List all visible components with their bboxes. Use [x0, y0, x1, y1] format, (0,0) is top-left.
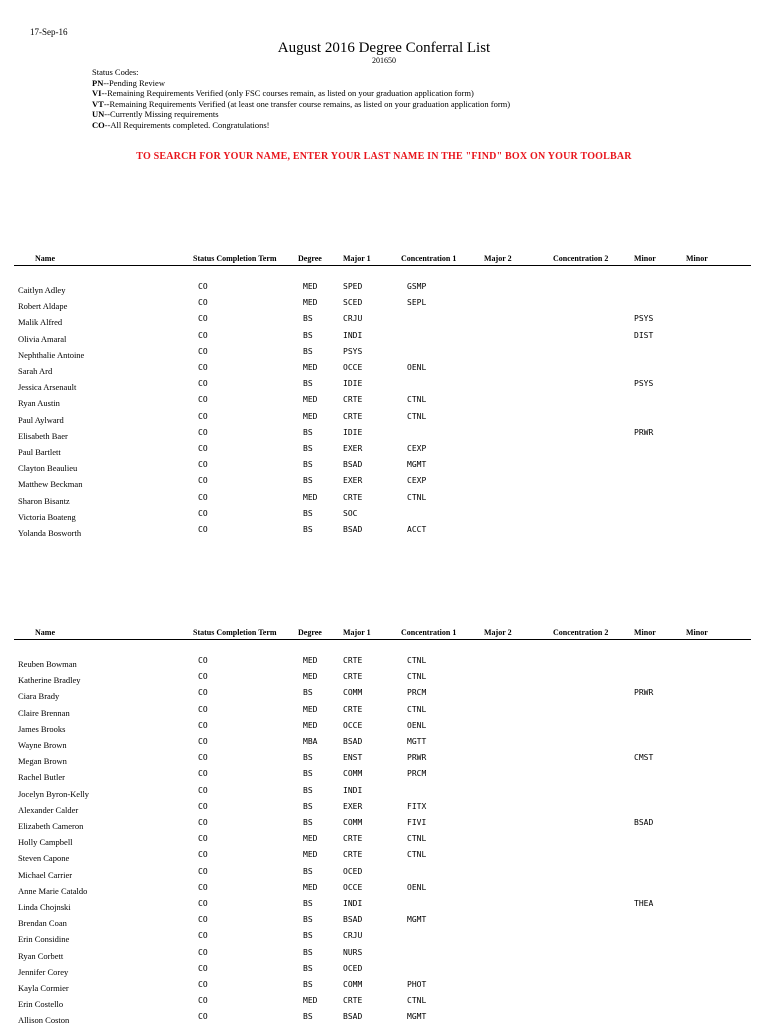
- table-row: [0, 996, 768, 1012]
- major1-cell: EXER: [343, 801, 363, 811]
- concentration1-cell: ACCT: [407, 525, 427, 534]
- concentration1-cell: CTNL: [407, 411, 427, 421]
- concentration1-cell: MGMT: [407, 915, 427, 925]
- minor1-cell: CMST: [634, 753, 654, 763]
- status-cell: CO: [198, 476, 208, 486]
- status-code: CO: [92, 119, 105, 130]
- table-row: [0, 395, 768, 411]
- table-row: [0, 737, 768, 753]
- degree-cell: BS: [303, 899, 313, 908]
- student-name: Yolanda Bosworth: [18, 528, 82, 538]
- concentration1-cell: CTNL: [407, 704, 427, 714]
- major1-cell: PSYS: [343, 346, 363, 356]
- degree-cell: BS: [303, 427, 313, 437]
- status-cell: CO: [198, 850, 208, 860]
- major1-cell: CRTE: [343, 850, 363, 860]
- minor1-cell: BSAD: [634, 818, 654, 827]
- status-code-description: --Remaining Requirements Verified (only FSC courses remain, as listed on your graduation application form): [101, 88, 474, 98]
- major1-cell: EXER: [343, 476, 363, 486]
- status-cell: CO: [198, 508, 208, 518]
- major1-cell: ENST: [343, 753, 363, 763]
- major1-cell: OCCE: [343, 363, 363, 372]
- major1-cell: INDI: [343, 899, 363, 908]
- major1-cell: COMM: [343, 980, 363, 989]
- status-cell: CO: [198, 963, 208, 973]
- column-header-major1: Major 1: [343, 628, 371, 637]
- status-cell: CO: [198, 882, 208, 892]
- degree-cell: BS: [303, 947, 313, 957]
- status-cell: CO: [198, 492, 208, 502]
- status-cell: CO: [198, 980, 208, 989]
- concentration1-cell: PRCM: [407, 769, 427, 779]
- student-name: Olivia Amaral: [18, 333, 67, 344]
- status-code: PN: [92, 77, 104, 88]
- table-row: [0, 656, 768, 672]
- concentration1-cell: OENL: [407, 720, 427, 730]
- degree-cell: BS: [303, 931, 313, 941]
- table-row: [0, 428, 768, 444]
- major1-cell: CRTE: [343, 996, 363, 1006]
- column-header-major1: Major 1: [343, 254, 371, 263]
- status-cell: CO: [198, 931, 208, 941]
- major1-cell: INDI: [343, 785, 363, 795]
- major1-cell: SCED: [343, 298, 363, 308]
- table-row: [0, 899, 768, 915]
- table-row: [0, 379, 768, 395]
- table-row: [0, 721, 768, 737]
- student-name: Alexander Calder: [18, 804, 79, 815]
- status-cell: CO: [198, 1012, 208, 1022]
- status-cell: CO: [198, 314, 208, 324]
- minor1-cell: PRWR: [634, 427, 654, 437]
- major1-cell: BSAD: [343, 915, 363, 925]
- major1-cell: INDI: [343, 330, 363, 340]
- status-cell: CO: [198, 282, 208, 291]
- student-name: Elisabeth Baer: [18, 430, 68, 441]
- concentration1-cell: SEPL: [407, 298, 427, 308]
- status-cell: CO: [198, 444, 208, 453]
- degree-cell: MBA: [303, 737, 318, 746]
- concentration1-cell: CTNL: [407, 850, 427, 860]
- student-name: Ryan Corbett: [18, 950, 64, 961]
- table-row: [0, 883, 768, 899]
- student-name: Anne Marie Cataldo: [18, 885, 88, 896]
- minor1-cell: PSYS: [634, 379, 654, 389]
- table-row: [0, 493, 768, 509]
- student-name: Sharon Bisantz: [18, 495, 70, 506]
- major1-cell: OCED: [343, 866, 363, 876]
- student-name: Malik Alfred: [18, 317, 63, 328]
- table-row: [0, 525, 768, 541]
- status-code-item: [92, 109, 510, 120]
- status-code-item: [92, 99, 510, 110]
- column-header-minor1: Minor: [634, 254, 656, 263]
- degree-cell: BS: [303, 379, 313, 389]
- major1-cell: OCED: [343, 963, 363, 973]
- status-cell: CO: [198, 720, 208, 730]
- column-header-major2: Major 2: [484, 254, 512, 263]
- table-row: [0, 850, 768, 866]
- status-cell: CO: [198, 704, 208, 714]
- concentration1-cell: OENL: [407, 882, 427, 892]
- column-header-degree: Degree: [298, 254, 322, 263]
- table-row: [0, 705, 768, 721]
- student-name: Reuben Bowman: [18, 659, 77, 669]
- table-row: [0, 1012, 768, 1028]
- status-cell: CO: [198, 947, 208, 957]
- status-cell: CO: [198, 834, 208, 844]
- concentration1-cell: PRCM: [407, 688, 427, 698]
- degree-cell: MED: [303, 282, 318, 291]
- student-name: Jennifer Corey: [18, 966, 69, 977]
- table-row: [0, 331, 768, 347]
- status-cell: CO: [198, 688, 208, 698]
- status-cell: CO: [198, 298, 208, 308]
- major1-cell: IDIE: [343, 379, 363, 389]
- concentration1-cell: GSMP: [407, 282, 427, 291]
- student-name: Caitlyn Adley: [18, 285, 66, 295]
- status-code-description: --Remaining Requirements Verified (at least one transfer course remains, as listed on your graduation application form): [103, 98, 511, 109]
- status-cell: CO: [198, 996, 208, 1006]
- degree-cell: MED: [303, 850, 318, 860]
- column-header-minor2: Minor: [686, 254, 708, 263]
- column-header-conc1: Concentration 1: [401, 254, 457, 263]
- table-row: [0, 688, 768, 704]
- column-header-conc2: Concentration 2: [553, 628, 609, 637]
- status-code-item: [92, 120, 510, 131]
- table-row: [0, 672, 768, 688]
- major1-cell: CRTE: [343, 672, 363, 682]
- degree-cell: BS: [303, 769, 313, 779]
- column-header-name: Name: [35, 254, 55, 263]
- major1-cell: CRTE: [343, 411, 363, 421]
- table-row: [0, 834, 768, 850]
- status-code-description: --Pending Review: [103, 77, 165, 88]
- major1-cell: CRTE: [343, 834, 363, 844]
- status-code-description: --Currently Missing requirements: [104, 109, 219, 119]
- status-code: VT: [92, 98, 104, 109]
- status-codes-heading: Status Codes:: [92, 67, 139, 77]
- table-row: [0, 363, 768, 379]
- concentration1-cell: CTNL: [407, 492, 427, 502]
- status-cell: CO: [198, 899, 208, 908]
- table-row: [0, 818, 768, 834]
- table-row: [0, 769, 768, 785]
- major1-cell: COMM: [343, 769, 363, 779]
- student-name: Victoria Boateng: [18, 511, 76, 522]
- degree-cell: BS: [303, 980, 313, 989]
- student-name: Ciara Brady: [18, 691, 60, 702]
- concentration1-cell: MGMT: [407, 460, 427, 470]
- status-cell: CO: [198, 866, 208, 876]
- table-row: [0, 753, 768, 769]
- student-name: Robert Aldape: [18, 301, 68, 312]
- status-cell: CO: [198, 801, 208, 811]
- student-name: Clayton Beaulieu: [18, 463, 78, 474]
- major1-cell: NURS: [343, 947, 363, 957]
- major1-cell: SPED: [343, 282, 363, 291]
- status-cell: CO: [198, 411, 208, 421]
- concentration1-cell: FITX: [407, 801, 427, 811]
- degree-cell: MED: [303, 298, 318, 308]
- major1-cell: EXER: [343, 444, 363, 453]
- report-date: 17-Sep-16: [30, 27, 68, 37]
- status-cell: CO: [198, 656, 208, 665]
- header-rule: [14, 639, 751, 640]
- student-name: Elizabeth Cameron: [18, 821, 84, 831]
- status-cell: CO: [198, 379, 208, 389]
- major1-cell: BSAD: [343, 1012, 363, 1022]
- table-row: [0, 314, 768, 330]
- degree-cell: MED: [303, 672, 318, 682]
- column-header-minor2: Minor: [686, 628, 708, 637]
- degree-cell: MED: [303, 395, 318, 405]
- status-cell: CO: [198, 363, 208, 372]
- degree-cell: BS: [303, 508, 313, 518]
- major1-cell: CRJU: [343, 314, 363, 324]
- degree-cell: BS: [303, 688, 313, 698]
- header-rule: [14, 265, 751, 266]
- column-header-major2: Major 2: [484, 628, 512, 637]
- major1-cell: CRTE: [343, 656, 363, 665]
- concentration1-cell: CTNL: [407, 834, 427, 844]
- table-row: [0, 931, 768, 947]
- table-row: [0, 282, 768, 298]
- degree-cell: BS: [303, 476, 313, 486]
- column-header-minor1: Minor: [634, 628, 656, 637]
- status-cell: CO: [198, 818, 208, 827]
- student-name: Nephthalie Antoine: [18, 349, 85, 360]
- student-name: Ryan Austin: [18, 398, 60, 409]
- status-cell: CO: [198, 346, 208, 356]
- table-row: [0, 412, 768, 428]
- status-cell: CO: [198, 769, 208, 779]
- degree-cell: BS: [303, 1012, 313, 1022]
- student-name: Linda Chojnski: [18, 902, 71, 912]
- status-code: VI: [92, 88, 102, 98]
- concentration1-cell: CTNL: [407, 672, 427, 682]
- degree-cell: MED: [303, 492, 318, 502]
- degree-cell: BS: [303, 525, 313, 534]
- status-cell: CO: [198, 460, 208, 470]
- status-cell: CO: [198, 785, 208, 795]
- degree-cell: MED: [303, 363, 318, 372]
- major1-cell: BSAD: [343, 525, 363, 534]
- major1-cell: COMM: [343, 818, 363, 827]
- degree-cell: BS: [303, 915, 313, 925]
- table-row: [0, 802, 768, 818]
- status-cell: CO: [198, 672, 208, 682]
- concentration1-cell: PHOT: [407, 980, 427, 989]
- major1-cell: CRTE: [343, 704, 363, 714]
- student-name: Erin Costello: [18, 999, 64, 1010]
- student-name: Paul Bartlett: [18, 447, 61, 457]
- major1-cell: BSAD: [343, 460, 363, 470]
- student-name: Holly Campbell: [18, 837, 73, 848]
- degree-cell: BS: [303, 818, 313, 827]
- table-row: [0, 915, 768, 931]
- status-cell: CO: [198, 915, 208, 925]
- student-name: Michael Carrier: [18, 869, 73, 880]
- concentration1-cell: CEXP: [407, 476, 427, 486]
- degree-cell: MED: [303, 656, 318, 665]
- term-code: 201650: [372, 56, 396, 65]
- table-row: [0, 948, 768, 964]
- column-header-status-term: Status Completion Term: [193, 628, 277, 637]
- table-row: [0, 964, 768, 980]
- major1-cell: OCCE: [343, 720, 363, 730]
- concentration1-cell: PRWR: [407, 753, 427, 763]
- degree-cell: BS: [303, 785, 313, 795]
- student-name: Rachel Butler: [18, 772, 65, 783]
- degree-cell: BS: [303, 460, 313, 470]
- search-instruction: TO SEARCH FOR YOUR NAME, ENTER YOUR LAST NAME IN THE "FIND" BOX ON YOUR TOOLBAR: [136, 151, 632, 162]
- concentration1-cell: MGMT: [407, 1012, 427, 1022]
- table-row: [0, 867, 768, 883]
- student-name: Brendan Coan: [18, 918, 67, 929]
- status-cell: CO: [198, 330, 208, 340]
- student-name: Megan Brown: [18, 756, 67, 767]
- degree-cell: MED: [303, 411, 318, 421]
- student-name: Jocelyn Byron-Kelly: [18, 788, 90, 799]
- concentration1-cell: CTNL: [407, 656, 427, 665]
- degree-cell: BS: [303, 753, 313, 763]
- concentration1-cell: CTNL: [407, 996, 427, 1006]
- status-code-description: --All Requirements completed. Congratulations!: [104, 119, 270, 130]
- student-name: Kayla Cormier: [18, 983, 69, 993]
- student-name: Paul Aylward: [18, 414, 64, 425]
- minor1-cell: DIST: [634, 330, 654, 340]
- column-header-status-term: Status Completion Term: [193, 254, 277, 263]
- status-cell: CO: [198, 395, 208, 405]
- table-row: [0, 444, 768, 460]
- major1-cell: OCCE: [343, 882, 363, 892]
- student-name: Wayne Brown: [18, 740, 67, 750]
- student-name: Erin Considine: [18, 934, 70, 945]
- column-header-name: Name: [35, 628, 55, 637]
- student-name: Allison Coston: [18, 1015, 70, 1026]
- document-title: August 2016 Degree Conferral List: [277, 40, 491, 56]
- student-name: Sarah Ard: [18, 366, 53, 376]
- column-header-conc2: Concentration 2: [553, 254, 609, 263]
- degree-cell: BS: [303, 330, 313, 340]
- minor1-cell: THEA: [634, 899, 654, 908]
- degree-cell: BS: [303, 314, 313, 324]
- degree-cell: BS: [303, 801, 313, 811]
- major1-cell: CRTE: [343, 395, 363, 405]
- degree-cell: MED: [303, 996, 318, 1006]
- major1-cell: BSAD: [343, 737, 363, 746]
- degree-cell: BS: [303, 444, 313, 453]
- table-row: [0, 509, 768, 525]
- degree-cell: MED: [303, 882, 318, 892]
- degree-cell: BS: [303, 866, 313, 876]
- concentration1-cell: CEXP: [407, 444, 427, 453]
- student-name: Jessica Arsenault: [18, 382, 77, 393]
- table-row: [0, 460, 768, 476]
- minor1-cell: PRWR: [634, 688, 654, 698]
- concentration1-cell: OENL: [407, 363, 427, 372]
- major1-cell: COMM: [343, 688, 363, 698]
- degree-cell: MED: [303, 704, 318, 714]
- status-code: UN: [92, 109, 105, 119]
- status-cell: CO: [198, 753, 208, 763]
- status-cell: CO: [198, 525, 208, 534]
- status-cell: CO: [198, 737, 208, 746]
- student-name: Matthew Beckman: [18, 479, 83, 490]
- concentration1-cell: CTNL: [407, 395, 427, 405]
- degree-cell: BS: [303, 346, 313, 356]
- student-name: James Brooks: [18, 723, 66, 734]
- major1-cell: CRTE: [343, 492, 363, 502]
- degree-cell: BS: [303, 963, 313, 973]
- student-name: Katherine Bradley: [18, 675, 81, 686]
- table-row: [0, 298, 768, 314]
- degree-cell: MED: [303, 834, 318, 844]
- major1-cell: SOC: [343, 508, 358, 518]
- column-header-degree: Degree: [298, 628, 322, 637]
- table-row: [0, 786, 768, 802]
- major1-cell: CRJU: [343, 931, 363, 941]
- student-name: Claire Brennan: [18, 707, 70, 718]
- degree-cell: MED: [303, 720, 318, 730]
- status-code-item: [92, 88, 510, 99]
- table-row: [0, 980, 768, 996]
- column-header-conc1: Concentration 1: [401, 628, 457, 637]
- status-codes-legend: [92, 67, 510, 130]
- status-cell: CO: [198, 427, 208, 437]
- table-row: [0, 347, 768, 363]
- minor1-cell: PSYS: [634, 314, 654, 324]
- concentration1-cell: FIVI: [407, 818, 427, 827]
- major1-cell: IDIE: [343, 427, 363, 437]
- status-code-item: [92, 78, 510, 89]
- table-row: [0, 476, 768, 492]
- concentration1-cell: MGTT: [407, 737, 427, 746]
- student-name: Steven Capone: [18, 853, 70, 864]
